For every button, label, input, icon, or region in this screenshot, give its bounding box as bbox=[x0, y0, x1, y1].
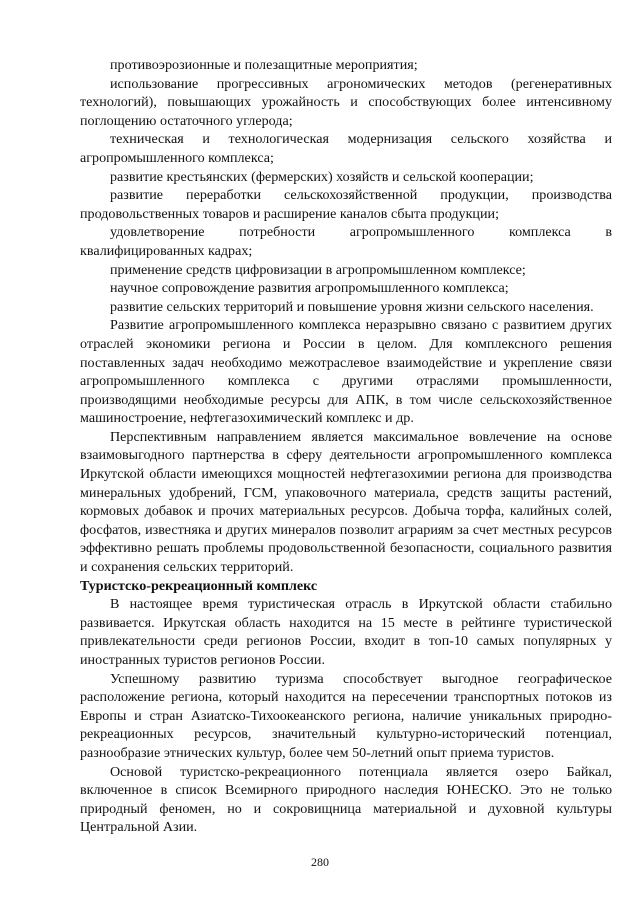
list-item: развитие сельских территорий и повышение уровня жизни сельского населения. bbox=[110, 298, 594, 315]
list-item: развитие крестьянских (фермерских) хозяйств и сельской кооперации; bbox=[110, 168, 534, 185]
body-paragraph: Развитие агропромышленного комплекса неразрывно связано с развитием других отраслей экономики региона и России в целом. Для комплексного решения поставленных задач необходимо межотраслевое взаимодействие и укрепление связи агропромышленного комплекса с другими отраслями промышленности, производящими необходимые ресурсы для АПК, в том числе сельскохозяйственное машиностроение, нефтегазохимический комплекс и др. bbox=[80, 317, 612, 427]
document-page bbox=[80, 56, 612, 837]
body-paragraph: Успешному развитию туризма способствует выгодное географическое расположение региона, который находится на пересечении транспортных потоков из Европы и стран Азиатско-Тихоокеанского региона, наличие уникальных природно-рекреационных ресурсов, значительный культурно-исторический потенциал, разнообразие этнических культур, более чем 50-летний опыт приема туристов. bbox=[80, 670, 612, 761]
list-item: развитие переработки сельскохозяйственной продукции, производства продовольственных товаров и расширение каналов сбыта продукции; bbox=[80, 187, 612, 222]
body-paragraph: Перспективным направлением является максимальное вовлечение на основе взаимовыгодного партнерства в сферу деятельности агропромышленного комплекса Иркутской области имеющихся мощностей нефтегазохимии региона для производства минеральных удобрений, ГСМ, упаковочного материала, средств защиты растений, кормовых добавок и прочих материальных ресурсов. Добыча торфа, калийных солей, фосфатов, известняка и других минералов позволит аграриям за счет местных ресурсов эффективно решать проблемы продовольственной безопасности, социального развития и сохранения сельских территорий. bbox=[80, 428, 612, 576]
list-item: применение средств цифровизации в агропромышленном комплексе; bbox=[110, 261, 526, 278]
section-heading: Туристско-рекреационный комплекс bbox=[80, 577, 318, 594]
list-item: использование прогрессивных агрономических методов (регенеративных технологий), повышающих урожайность и способствующих более интенсивному поглощению остаточного углерода; bbox=[80, 75, 612, 129]
list-item: удовлетворение потребности агропромышленного комплекса в квалифицированных кадрах; bbox=[80, 224, 612, 259]
list-item: техническая и технологическая модернизация сельского хозяйства и агропромышленного комплекса; bbox=[80, 131, 612, 166]
body-paragraph: В настоящее время туристическая отрасль в Иркутской области стабильно развивается. Иркутская область находится на 15 месте в рейтинге туристической привлекательности среди регионов России, входит в топ-10 самых популярных у иностранных туристов регионов России. bbox=[80, 596, 612, 668]
list-item: противоэрозионные и полезащитные мероприятия; bbox=[110, 57, 418, 73]
page-number: 280 bbox=[311, 855, 329, 869]
body-paragraph: Основой туристско-рекреационного потенциала является озеро Байкал, включенное в список Всемирного природного наследия ЮНЕСКО. Это не только природный феномен, но и сокровищница материальной и духовной культуры Центральной Азии. bbox=[80, 763, 612, 836]
list-item: научное сопровождение развития агропромышленного комплекса; bbox=[110, 280, 509, 297]
